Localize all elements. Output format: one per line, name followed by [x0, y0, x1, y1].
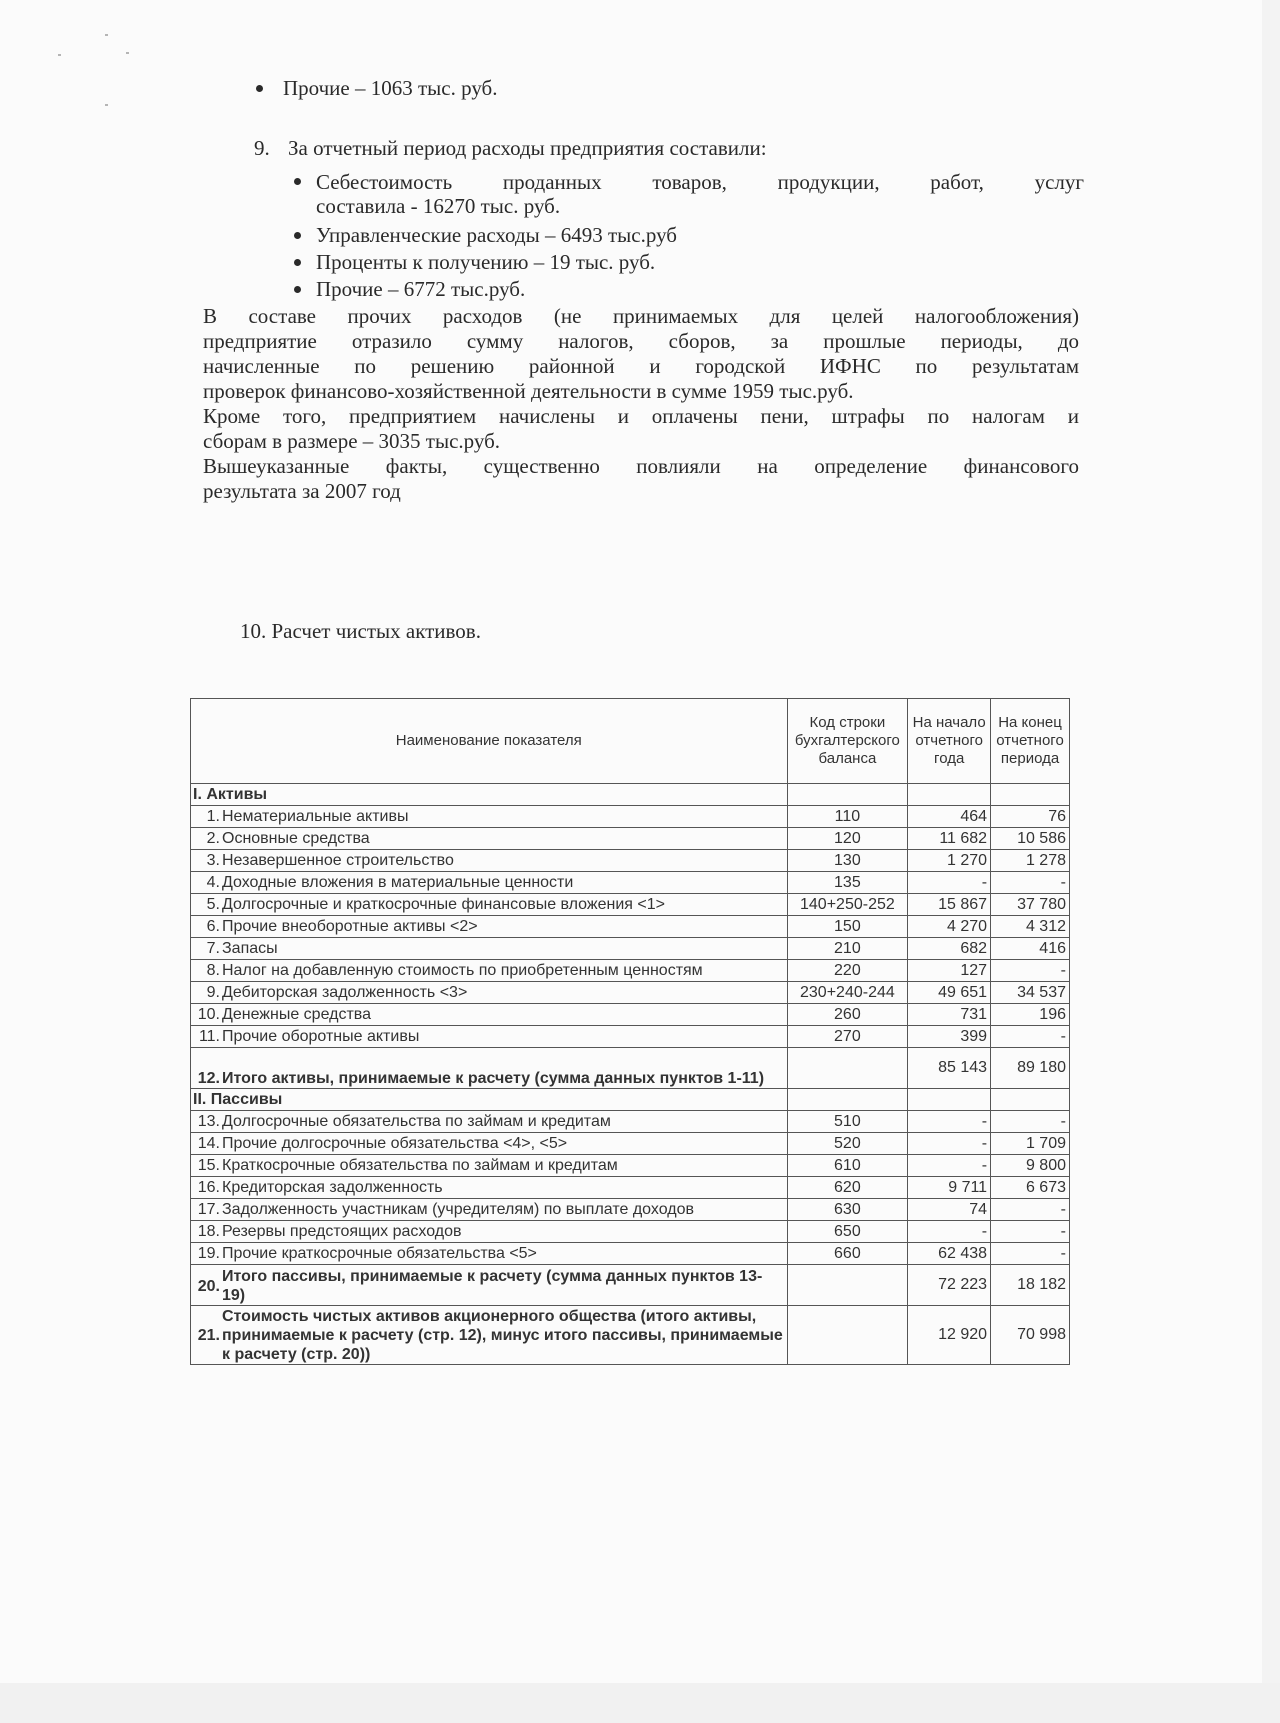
- table-row: [191, 828, 1070, 850]
- row-label: Прочие оборотные активы: [222, 1028, 420, 1045]
- row-end-value: 76: [991, 806, 1070, 828]
- row-end-value: 34 537: [991, 982, 1070, 1004]
- bullet-icon: [294, 286, 301, 293]
- table-row: [191, 1004, 1070, 1026]
- table-row: [191, 1111, 1070, 1133]
- section-label: II. Пассивы: [191, 1089, 788, 1111]
- row-number: 17.: [197, 1201, 220, 1218]
- row-code: 110: [787, 806, 908, 828]
- row-number: 16.: [197, 1179, 220, 1196]
- section-title: 10. Расчет чистых активов.: [240, 619, 481, 643]
- row-end-value: 1 709: [991, 1133, 1070, 1155]
- table-row: [191, 982, 1070, 1004]
- row-number: 8.: [206, 962, 220, 979]
- row-end-value: -: [991, 1221, 1070, 1243]
- row-start-value: 49 651: [908, 982, 991, 1004]
- row-number: 18.: [197, 1223, 220, 1240]
- row-code: 630: [787, 1199, 908, 1221]
- bullet-text: Управленческие расходы – 6493 тыс.руб: [316, 223, 677, 247]
- list-item: [316, 277, 525, 301]
- table-row: [191, 1221, 1070, 1243]
- paragraph-line: проверок финансово-хозяйственной деятельности в сумме 1959 тыс.руб.: [203, 379, 854, 403]
- row-end-value: 89 180: [991, 1048, 1070, 1089]
- paragraph-line: начисленные по решению районной и городской ИФНС по результатам: [203, 354, 1079, 378]
- row-code: 650: [787, 1221, 908, 1243]
- table-row: [191, 1155, 1070, 1177]
- row-label: Доходные вложения в материальные ценности: [222, 874, 574, 891]
- bullet-text: составила - 16270 тыс. руб.: [316, 194, 561, 218]
- bullet-text: Прочие – 1063 тыс. руб.: [283, 76, 498, 100]
- header-code: Код строки бухгалтерского баланса: [787, 699, 908, 784]
- table-row: [191, 1177, 1070, 1199]
- row-end-value: -: [991, 1243, 1070, 1265]
- table-row: [191, 872, 1070, 894]
- net-assets-table: [190, 698, 1070, 1365]
- row-code: 120: [787, 828, 908, 850]
- row-label: Стоимость чистых активов акционерного общества (итого активы, принимаемые к расчету (стр. 12), минус итого пассивы, принимаемые к расчету (стр. 20)): [222, 1308, 783, 1363]
- section-label: I. Активы: [191, 784, 788, 806]
- row-start-value: 15 867: [908, 894, 991, 916]
- scan-speck: [58, 54, 61, 56]
- row-code: 510: [787, 1111, 908, 1133]
- row-code: 210: [787, 938, 908, 960]
- table-row: [191, 916, 1070, 938]
- row-end-value: 70 998: [991, 1306, 1070, 1365]
- table-row: [191, 1133, 1070, 1155]
- row-number: 15.: [197, 1157, 220, 1174]
- scan-speck: [105, 34, 108, 36]
- row-start-value: -: [908, 1221, 991, 1243]
- table-row-liabilities-total: [191, 1265, 1070, 1306]
- row-code: 620: [787, 1177, 908, 1199]
- bullet-icon: [294, 259, 301, 266]
- row-end-value: -: [991, 1199, 1070, 1221]
- table-row: [191, 938, 1070, 960]
- row-code: 520: [787, 1133, 908, 1155]
- row-start-value: 72 223: [908, 1265, 991, 1306]
- row-number: 4.: [206, 874, 220, 891]
- row-start-value: 11 682: [908, 828, 991, 850]
- row-number: 21.: [197, 1327, 220, 1344]
- row-end-value: 1 278: [991, 850, 1070, 872]
- section-number: 9.: [254, 136, 270, 160]
- row-start-value: 731: [908, 1004, 991, 1026]
- bullet-text: Проценты к получению – 19 тыс. руб.: [316, 250, 656, 274]
- row-number: 11.: [198, 1028, 220, 1045]
- row-label: Дебиторская задолженность <3>: [222, 984, 468, 1001]
- paragraph-line: Кроме того, предприятием начислены и оплачены пени, штрафы по налогам и: [203, 404, 1079, 428]
- row-label: Запасы: [222, 940, 278, 957]
- paragraph-line: Вышеуказанные факты, существенно повлияли на определение финансового: [203, 454, 1079, 478]
- row-end-value: 37 780: [991, 894, 1070, 916]
- bullet-icon: [256, 85, 263, 92]
- row-code: 150: [787, 916, 908, 938]
- row-label: Нематериальные активы: [222, 808, 409, 825]
- section-heading: [240, 619, 481, 643]
- row-start-value: 85 143: [908, 1048, 991, 1089]
- list-item: [256, 76, 497, 100]
- row-number: 5.: [206, 896, 220, 913]
- bullet-icon: [294, 232, 301, 239]
- row-end-value: 18 182: [991, 1265, 1070, 1306]
- row-start-value: 9 711: [908, 1177, 991, 1199]
- row-label: Незавершенное строительство: [222, 852, 454, 869]
- table-row: [191, 1243, 1070, 1265]
- row-label: Прочие долгосрочные обязательства <4>, <5>: [222, 1135, 568, 1152]
- table-row: [191, 806, 1070, 828]
- row-number: 14.: [197, 1135, 220, 1152]
- row-end-value: 416: [991, 938, 1070, 960]
- row-end-value: -: [991, 1026, 1070, 1048]
- row-number: 10.: [197, 1006, 220, 1023]
- row-code: 140+250-252: [787, 894, 908, 916]
- row-code: 220: [787, 960, 908, 982]
- row-label: Задолженность участникам (учредителям) по выплате доходов: [222, 1201, 694, 1218]
- assets-rows: [191, 806, 1070, 1048]
- scan-speck: [105, 104, 108, 106]
- row-end-value: 9 800: [991, 1155, 1070, 1177]
- section-row-liabilities: [191, 1089, 1070, 1111]
- row-start-value: 682: [908, 938, 991, 960]
- row-start-value: 74: [908, 1199, 991, 1221]
- bullet-icon: [294, 178, 301, 185]
- row-label: Прочие внеоборотные активы <2>: [222, 918, 478, 935]
- row-code: 270: [787, 1026, 908, 1048]
- row-label: Итого пассивы, принимаемые к расчету (сумма данных пунктов 13-19): [222, 1268, 763, 1304]
- row-label: Денежные средства: [222, 1006, 371, 1023]
- row-code: 130: [787, 850, 908, 872]
- paragraph-line: В составе прочих расходов (не принимаемых для целей налогообложения): [203, 304, 1079, 328]
- row-number: 19.: [197, 1245, 220, 1262]
- row-number: 3.: [206, 852, 220, 869]
- header-name: Наименование показателя: [191, 699, 788, 784]
- row-start-value: -: [908, 1111, 991, 1133]
- row-start-value: 1 270: [908, 850, 991, 872]
- table-row: [191, 850, 1070, 872]
- row-number: 6.: [206, 918, 220, 935]
- bullet-text: Себестоимость проданных товаров, продукции, работ, услуг: [316, 170, 1084, 194]
- row-code: [787, 1265, 908, 1306]
- row-number: 1.: [206, 808, 220, 825]
- row-start-value: 62 438: [908, 1243, 991, 1265]
- row-label: Кредиторская задолженность: [222, 1179, 443, 1196]
- row-number: 9.: [206, 984, 220, 1001]
- row-end-value: -: [991, 872, 1070, 894]
- row-label: Краткосрочные обязательства по займам и кредитам: [222, 1157, 618, 1174]
- section-row-assets: [191, 784, 1070, 806]
- paragraph-line: сборам в размере – 3035 тыс.руб.: [203, 429, 501, 453]
- row-start-value: 12 920: [908, 1306, 991, 1365]
- row-label: Прочие краткосрочные обязательства <5>: [222, 1245, 537, 1262]
- row-label: Резервы предстоящих расходов: [222, 1223, 462, 1240]
- row-number: 12.: [197, 1070, 220, 1087]
- row-start-value: -: [908, 872, 991, 894]
- row-number: 13.: [197, 1113, 220, 1130]
- section-heading: [254, 136, 767, 160]
- row-start-value: 127: [908, 960, 991, 982]
- table-row: [191, 1199, 1070, 1221]
- section-title: За отчетный период расходы предприятия составили:: [288, 136, 767, 160]
- table-row-net-assets: [191, 1306, 1070, 1365]
- row-end-value: 10 586: [991, 828, 1070, 850]
- row-end-value: -: [991, 1111, 1070, 1133]
- paragraph-line: предприятие отразило сумму налогов, сборов, за прошлые периоды, до: [203, 329, 1079, 353]
- row-code: [787, 1306, 908, 1365]
- row-number: 20.: [197, 1277, 220, 1295]
- bullet-text: Прочие – 6772 тыс.руб.: [316, 277, 526, 301]
- table-row: [191, 960, 1070, 982]
- row-code: 260: [787, 1004, 908, 1026]
- row-end-value: 196: [991, 1004, 1070, 1026]
- row-start-value: 4 270: [908, 916, 991, 938]
- row-code: 230+240-244: [787, 982, 908, 1004]
- table-row: [191, 1026, 1070, 1048]
- row-code: 660: [787, 1243, 908, 1265]
- row-label: Основные средства: [222, 830, 370, 847]
- page-edge: [1262, 0, 1280, 1723]
- row-start-value: 399: [908, 1026, 991, 1048]
- row-start-value: -: [908, 1133, 991, 1155]
- row-number: 7.: [206, 940, 220, 957]
- row-number: 2.: [206, 830, 220, 847]
- row-start-value: 464: [908, 806, 991, 828]
- table-header-row: [191, 699, 1070, 784]
- table-row-assets-total: [191, 1048, 1070, 1089]
- paragraph: [203, 304, 1079, 504]
- liabilities-rows: [191, 1111, 1070, 1265]
- row-end-value: -: [991, 960, 1070, 982]
- row-end-value: 6 673: [991, 1177, 1070, 1199]
- row-label: Налог на добавленную стоимость по приобретенным ценностям: [222, 962, 703, 979]
- page-edge: [0, 1683, 1280, 1723]
- row-label: Долгосрочные обязательства по займам и кредитам: [222, 1113, 611, 1130]
- row-code: 135: [787, 872, 908, 894]
- row-label: Итого активы, принимаемые к расчету (сумма данных пунктов 1-11): [222, 1070, 765, 1087]
- row-start-value: -: [908, 1155, 991, 1177]
- scan-speck: [126, 52, 129, 54]
- list-item: [316, 223, 677, 247]
- row-code: [787, 1048, 908, 1089]
- header-start: На начало отчетного года: [908, 699, 991, 784]
- paragraph-line: результата за 2007 год: [203, 479, 401, 503]
- row-code: 610: [787, 1155, 908, 1177]
- row-end-value: 4 312: [991, 916, 1070, 938]
- list-item: [316, 170, 1084, 218]
- list-item: [316, 250, 655, 274]
- row-label: Долгосрочные и краткосрочные финансовые вложения <1>: [222, 896, 665, 913]
- header-end: На конец отчетного периода: [991, 699, 1070, 784]
- table-row: [191, 894, 1070, 916]
